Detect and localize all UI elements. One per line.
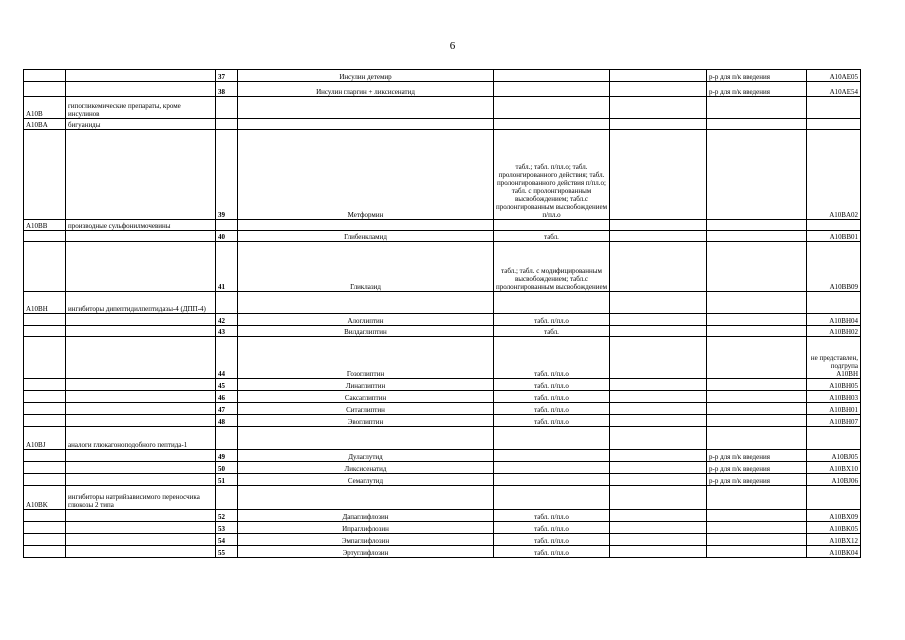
- empty-cell: [610, 474, 707, 486]
- drug-name-cell: Вилдаглиптин: [238, 326, 494, 337]
- injection-form-cell: р-р для п/к введения: [707, 70, 807, 82]
- atc-group-code-cell: [24, 450, 66, 462]
- atc-group-code-cell: [24, 391, 66, 403]
- injection-form-cell: [707, 522, 807, 534]
- row-number-cell: 49: [216, 450, 238, 462]
- injection-form-cell: [707, 326, 807, 337]
- injection-form-cell: [707, 379, 807, 391]
- row-number-cell: [216, 427, 238, 450]
- row-number-cell: 48: [216, 415, 238, 427]
- atc-group-code-cell: [24, 474, 66, 486]
- empty-cell: [610, 292, 707, 314]
- drug-name-cell: Гозоглиптин: [238, 337, 494, 379]
- atc-code-cell: A10BX09: [807, 510, 861, 522]
- drug-name-cell: Алоглиптин: [238, 314, 494, 326]
- atc-group-code-cell: [24, 231, 66, 242]
- atc-group-code-cell: A10BH: [24, 292, 66, 314]
- atc-code-cell: [807, 119, 861, 130]
- drug-name-cell: Эртуглифлозин: [238, 546, 494, 558]
- empty-cell: [610, 82, 707, 97]
- injection-form-cell: [707, 119, 807, 130]
- injection-form-cell: [707, 231, 807, 242]
- group-name-cell: [66, 391, 216, 403]
- injection-form-cell: р-р для п/к введения: [707, 82, 807, 97]
- atc-group-code-cell: [24, 462, 66, 474]
- drug-name-cell: Ситаглиптин: [238, 403, 494, 415]
- empty-cell: [610, 403, 707, 415]
- dosage-form-cell: табл. п/пл.о: [494, 510, 610, 522]
- row-number-cell: [216, 486, 238, 510]
- group-name-cell: [66, 231, 216, 242]
- drug-name-cell: Метформин: [238, 130, 494, 220]
- group-name-cell: [66, 546, 216, 558]
- row-number-cell: 37: [216, 70, 238, 82]
- row-number-cell: 51: [216, 474, 238, 486]
- atc-code-cell: A10BK04: [807, 546, 861, 558]
- group-name-cell: ингибиторы дипептидилпептидазы-4 (ДПП-4): [66, 292, 216, 314]
- row-number-cell: 46: [216, 391, 238, 403]
- group-name-cell: [66, 462, 216, 474]
- atc-code-cell: не представлен, подгрупа A10BH: [807, 337, 861, 379]
- atc-group-code-cell: A10B: [24, 97, 66, 119]
- drug-name-cell: Дапаглифлозин: [238, 510, 494, 522]
- injection-form-cell: [707, 415, 807, 427]
- empty-cell: [610, 379, 707, 391]
- atc-group-code-cell: [24, 415, 66, 427]
- injection-form-cell: [707, 486, 807, 510]
- drug-name-cell: Глибенкламид: [238, 231, 494, 242]
- atc-code-cell: A10BH01: [807, 403, 861, 415]
- atc-group-code-cell: [24, 403, 66, 415]
- dosage-form-cell: [494, 292, 610, 314]
- empty-cell: [610, 231, 707, 242]
- atc-group-code-cell: A10BB: [24, 220, 66, 231]
- row-number-cell: [216, 97, 238, 119]
- atc-code-cell: A10BX12: [807, 534, 861, 546]
- empty-cell: [610, 119, 707, 130]
- atc-code-cell: [807, 292, 861, 314]
- injection-form-cell: [707, 97, 807, 119]
- row-number-cell: 54: [216, 534, 238, 546]
- dosage-form-cell: [494, 70, 610, 82]
- dosage-form-cell: табл.; табл. п/пл.о; табл. пролонгированного действия; табл. пролонгированного действия п/пл.о; табл. с пролонгированным высвобождением; табл.с пролонгированным высвобождением п/пл.о: [494, 130, 610, 220]
- atc-group-code-cell: [24, 70, 66, 82]
- drug-name-cell: [238, 119, 494, 130]
- table-body: [24, 70, 861, 558]
- atc-code-cell: [807, 486, 861, 510]
- empty-cell: [610, 415, 707, 427]
- empty-cell: [610, 314, 707, 326]
- atc-group-code-cell: [24, 130, 66, 220]
- empty-cell: [610, 486, 707, 510]
- table-row: [24, 379, 861, 391]
- group-name-cell: [66, 337, 216, 379]
- atc-code-cell: A10BH07: [807, 415, 861, 427]
- group-name-cell: [66, 534, 216, 546]
- row-number-cell: 43: [216, 326, 238, 337]
- page-number: 6: [449, 40, 456, 52]
- dosage-form-cell: табл. п/пл.о: [494, 379, 610, 391]
- group-name-cell: [66, 70, 216, 82]
- table-row: [24, 314, 861, 326]
- table-row: [24, 70, 861, 82]
- table-row: [24, 242, 861, 292]
- group-name-cell: [66, 242, 216, 292]
- row-number-cell: 47: [216, 403, 238, 415]
- table-row: [24, 292, 861, 314]
- injection-form-cell: [707, 427, 807, 450]
- table-row: [24, 97, 861, 119]
- row-number-cell: 38: [216, 82, 238, 97]
- table-row: [24, 534, 861, 546]
- dosage-form-cell: табл. п/пл.о: [494, 337, 610, 379]
- table-row: [24, 220, 861, 231]
- injection-form-cell: [707, 403, 807, 415]
- dosage-form-cell: табл. п/пл.о: [494, 314, 610, 326]
- drug-name-cell: Ликсисенатид: [238, 462, 494, 474]
- table-row: [24, 82, 861, 97]
- empty-cell: [610, 427, 707, 450]
- injection-form-cell: [707, 534, 807, 546]
- atc-group-code-cell: [24, 379, 66, 391]
- injection-form-cell: р-р для п/к введения: [707, 450, 807, 462]
- drug-name-cell: Инсулин детемир: [238, 70, 494, 82]
- atc-code-cell: [807, 220, 861, 231]
- atc-code-cell: A10BB01: [807, 231, 861, 242]
- table-row: [24, 119, 861, 130]
- drug-name-cell: [238, 292, 494, 314]
- table-row: [24, 462, 861, 474]
- row-number-cell: 40: [216, 231, 238, 242]
- row-number-cell: 45: [216, 379, 238, 391]
- dosage-form-cell: [494, 119, 610, 130]
- group-name-cell: [66, 522, 216, 534]
- table-row: [24, 522, 861, 534]
- empty-cell: [610, 522, 707, 534]
- group-name-cell: [66, 474, 216, 486]
- atc-group-code-cell: [24, 242, 66, 292]
- dosage-form-cell: [494, 220, 610, 231]
- drug-name-cell: Ипраглифлозин: [238, 522, 494, 534]
- atc-code-cell: A10BX10: [807, 462, 861, 474]
- drug-name-cell: [238, 427, 494, 450]
- group-name-cell: [66, 130, 216, 220]
- atc-code-cell: A10BJ06: [807, 474, 861, 486]
- injection-form-cell: [707, 314, 807, 326]
- group-name-cell: [66, 510, 216, 522]
- row-number-cell: [216, 119, 238, 130]
- injection-form-cell: [707, 220, 807, 231]
- row-number-cell: 42: [216, 314, 238, 326]
- drug-name-cell: Линаглиптин: [238, 379, 494, 391]
- row-number-cell: 52: [216, 510, 238, 522]
- atc-code-cell: A10BH03: [807, 391, 861, 403]
- row-number-cell: 55: [216, 546, 238, 558]
- injection-form-cell: [707, 130, 807, 220]
- atc-code-cell: A10BA02: [807, 130, 861, 220]
- drug-name-cell: [238, 220, 494, 231]
- injection-form-cell: [707, 391, 807, 403]
- dosage-form-cell: [494, 462, 610, 474]
- atc-group-code-cell: A10BA: [24, 119, 66, 130]
- table-row: [24, 510, 861, 522]
- atc-code-cell: [807, 97, 861, 119]
- atc-code-cell: A10BH02: [807, 326, 861, 337]
- empty-cell: [610, 510, 707, 522]
- atc-code-cell: A10BJ05: [807, 450, 861, 462]
- atc-group-code-cell: [24, 546, 66, 558]
- empty-cell: [610, 546, 707, 558]
- table-row: [24, 326, 861, 337]
- dosage-form-cell: [494, 450, 610, 462]
- group-name-cell: аналоги глюкагоноподобного пептида-1: [66, 427, 216, 450]
- table-row: [24, 391, 861, 403]
- empty-cell: [610, 97, 707, 119]
- row-number-cell: 50: [216, 462, 238, 474]
- row-number-cell: [216, 220, 238, 231]
- atc-group-code-cell: [24, 510, 66, 522]
- drug-name-cell: Эмпаглифлозин: [238, 534, 494, 546]
- drug-name-cell: Саксаглиптин: [238, 391, 494, 403]
- atc-group-code-cell: A10BK: [24, 486, 66, 510]
- empty-cell: [610, 462, 707, 474]
- dosage-form-cell: [494, 427, 610, 450]
- row-number-cell: 44: [216, 337, 238, 379]
- drug-name-cell: Дулаглутид: [238, 450, 494, 462]
- group-name-cell: гипогликемические препараты, кроме инсулинов: [66, 97, 216, 119]
- drug-list-table: [23, 69, 861, 558]
- table-row: [24, 130, 861, 220]
- row-number-cell: 39: [216, 130, 238, 220]
- table-row: [24, 450, 861, 462]
- empty-cell: [610, 534, 707, 546]
- injection-form-cell: [707, 510, 807, 522]
- dosage-form-cell: табл. п/пл.о: [494, 403, 610, 415]
- injection-form-cell: р-р для п/к введения: [707, 474, 807, 486]
- empty-cell: [610, 220, 707, 231]
- empty-cell: [610, 242, 707, 292]
- group-name-cell: [66, 379, 216, 391]
- atc-code-cell: A10BK05: [807, 522, 861, 534]
- dosage-form-cell: [494, 82, 610, 97]
- dosage-form-cell: табл.: [494, 326, 610, 337]
- dosage-form-cell: табл. п/пл.о: [494, 534, 610, 546]
- dosage-form-cell: табл. п/пл.о: [494, 546, 610, 558]
- drug-name-cell: Семаглутид: [238, 474, 494, 486]
- row-number-cell: 53: [216, 522, 238, 534]
- group-name-cell: производные сульфонилмочевины: [66, 220, 216, 231]
- table-row: [24, 474, 861, 486]
- table-row: [24, 486, 861, 510]
- atc-code-cell: A10BH04: [807, 314, 861, 326]
- dosage-form-cell: табл.: [494, 231, 610, 242]
- drug-name-cell: [238, 97, 494, 119]
- dosage-form-cell: [494, 97, 610, 119]
- dosage-form-cell: [494, 474, 610, 486]
- group-name-cell: [66, 403, 216, 415]
- injection-form-cell: [707, 292, 807, 314]
- drug-name-cell: [238, 486, 494, 510]
- atc-group-code-cell: A10BJ: [24, 427, 66, 450]
- injection-form-cell: [707, 546, 807, 558]
- atc-code-cell: A10BB09: [807, 242, 861, 292]
- dosage-form-cell: табл.; табл. с модифицированным высвобождением; табл.с пролонгированным высвобождением: [494, 242, 610, 292]
- drug-name-cell: Гликлазид: [238, 242, 494, 292]
- group-name-cell: бигуаниды: [66, 119, 216, 130]
- table-row: [24, 403, 861, 415]
- table-row: [24, 231, 861, 242]
- group-name-cell: [66, 450, 216, 462]
- row-number-cell: 41: [216, 242, 238, 292]
- group-name-cell: [66, 82, 216, 97]
- dosage-form-cell: табл. п/пл.о: [494, 391, 610, 403]
- dosage-form-cell: [494, 486, 610, 510]
- table-row: [24, 546, 861, 558]
- dosage-form-cell: табл. п/пл.о: [494, 415, 610, 427]
- group-name-cell: ингибиторы натрийзависимого переносчика глюкозы 2 типа: [66, 486, 216, 510]
- empty-cell: [610, 130, 707, 220]
- group-name-cell: [66, 326, 216, 337]
- atc-group-code-cell: [24, 326, 66, 337]
- injection-form-cell: [707, 242, 807, 292]
- atc-code-cell: [807, 427, 861, 450]
- table-row: [24, 427, 861, 450]
- drug-name-cell: Эвоглиптин: [238, 415, 494, 427]
- empty-cell: [610, 326, 707, 337]
- injection-form-cell: р-р для п/к введения: [707, 462, 807, 474]
- atc-group-code-cell: [24, 534, 66, 546]
- group-name-cell: [66, 415, 216, 427]
- empty-cell: [610, 337, 707, 379]
- atc-code-cell: A10AE05: [807, 70, 861, 82]
- injection-form-cell: [707, 337, 807, 379]
- dosage-form-cell: табл. п/пл.о: [494, 522, 610, 534]
- row-number-cell: [216, 292, 238, 314]
- atc-group-code-cell: [24, 337, 66, 379]
- atc-group-code-cell: [24, 314, 66, 326]
- table-row: [24, 337, 861, 379]
- atc-code-cell: A10AE54: [807, 82, 861, 97]
- atc-group-code-cell: [24, 82, 66, 97]
- table-row: [24, 415, 861, 427]
- empty-cell: [610, 450, 707, 462]
- atc-group-code-cell: [24, 522, 66, 534]
- empty-cell: [610, 391, 707, 403]
- empty-cell: [610, 70, 707, 82]
- group-name-cell: [66, 314, 216, 326]
- drug-name-cell: Инсулин гларгин + ликсисенатид: [238, 82, 494, 97]
- atc-code-cell: A10BH05: [807, 379, 861, 391]
